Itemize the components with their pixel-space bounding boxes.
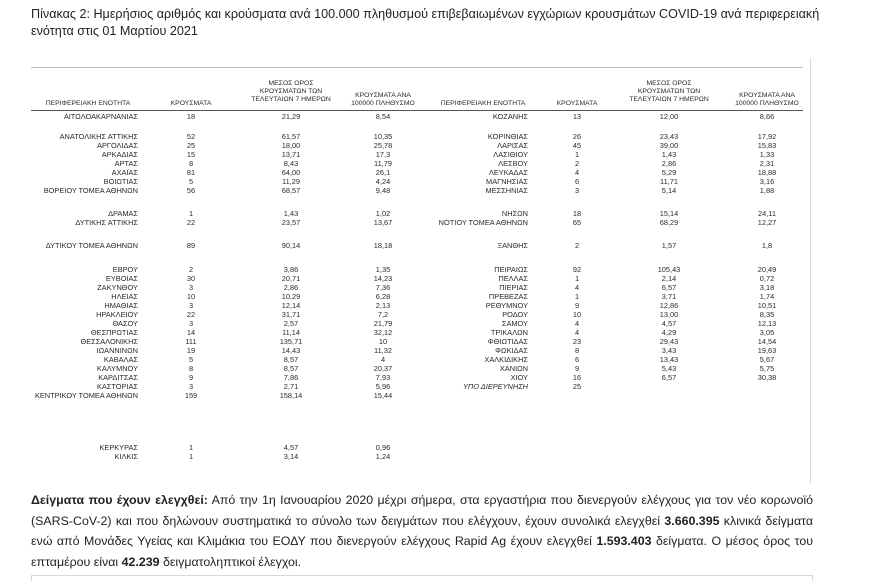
region-name-cell: ΔΡΑΜΑΣ bbox=[108, 209, 138, 218]
cases-cell: 4 bbox=[574, 328, 580, 337]
region-name-cell: ΘΑΣΟΥ bbox=[112, 319, 138, 328]
region-name-cell: ΚΑΣΤΟΡΙΑΣ bbox=[96, 382, 138, 391]
cases-cell: 2 bbox=[574, 159, 580, 168]
region-name-cell: ΚΟΡΙΝΘΙΑΣ bbox=[487, 132, 528, 141]
cases-cell: 9 bbox=[574, 301, 580, 310]
per100k-cell: 3,05 bbox=[759, 328, 775, 337]
region-name-cell: ΘΕΣΣΑΛΟΝΙΚΗΣ bbox=[80, 337, 138, 346]
cases-cell: 111 bbox=[185, 337, 197, 346]
avg7-cell: 13,43 bbox=[659, 355, 679, 364]
region-name-cell: ΚΕΝΤΡΙΚΟΥ ΤΟΜΕΑ ΑΘΗΝΩΝ bbox=[34, 391, 138, 400]
region-name-cell: ΤΡΙΚΑΛΩΝ bbox=[490, 328, 528, 337]
cases-cell: 92 bbox=[572, 265, 582, 274]
avg7-cell: 5,14 bbox=[661, 186, 677, 195]
table-row bbox=[0, 187, 888, 195]
header-per100k-left: ΚΡΟΥΣΜΑΤΑ ΑΝΑ 100000 ΠΛΗΘΥΣΜΟ bbox=[351, 92, 415, 107]
header-avg7-right: ΜΕΣΟΣ ΟΡΟΣ ΚΡΟΥΣΜΑΤΩΝ ΤΩΝ ΤΕΛΕΥΤΑΙΩΝ 7 ΗΜΕΡΩΝ bbox=[629, 80, 709, 103]
region-name-cell: ΑΡΤΑΣ bbox=[114, 159, 138, 168]
region-name-cell: ΘΕΣΠΡΩΤΙΑΣ bbox=[90, 328, 138, 337]
samples-rapid-count: 1.593.403 bbox=[596, 534, 652, 548]
header-avg7-left: ΜΕΣΟΣ ΟΡΟΣ ΚΡΟΥΣΜΑΤΩΝ ΤΩΝ ΤΕΛΕΥΤΑΙΩΝ 7 ΗΜΕΡΩΝ bbox=[251, 80, 331, 103]
region-name-cell: ΛΑΡΙΣΑΣ bbox=[497, 141, 528, 150]
per100k-cell: 13,67 bbox=[373, 218, 393, 227]
per100k-cell: 1,74 bbox=[759, 292, 775, 301]
region-name-cell: ΚΑΡΔΙΤΣΑΣ bbox=[98, 373, 138, 382]
per100k-cell: 30,38 bbox=[757, 373, 777, 382]
table-row bbox=[0, 284, 888, 292]
region-name-cell: ΕΒΡΟΥ bbox=[112, 265, 138, 274]
table-row bbox=[0, 311, 888, 319]
region-name-cell: ΚΕΡΚΥΡΑΣ bbox=[99, 443, 138, 452]
avg7-cell: 4,29 bbox=[661, 328, 677, 337]
per100k-cell: 17,92 bbox=[757, 132, 777, 141]
table-row bbox=[0, 113, 888, 121]
per100k-cell: 19,63 bbox=[757, 346, 777, 355]
per100k-cell: 14,54 bbox=[757, 337, 777, 346]
per100k-cell: 14,23 bbox=[373, 274, 393, 283]
table-caption: Πίνακας 2: Ημερήσιος αριθμός και κρούσματα ανά 100.000 πληθυσμού επιβεβαιωμένων εγχώριων κρουσμάτων COVID-19 ανά περιφερειακή ενότητα στις 01 Μαρτίου 2021 bbox=[31, 7, 820, 38]
per100k-cell: 4,24 bbox=[375, 177, 391, 186]
avg7-cell: 6,57 bbox=[661, 373, 677, 382]
table-row bbox=[0, 210, 888, 218]
region-name-cell: ΑΡΓΟΛΙΔΑΣ bbox=[97, 141, 138, 150]
table-row bbox=[0, 356, 888, 364]
avg7-cell: 68,29 bbox=[659, 218, 679, 227]
table-row bbox=[0, 142, 888, 150]
table-row bbox=[0, 169, 888, 177]
avg7-cell: 2,57 bbox=[283, 319, 299, 328]
samples-note-text-1: Από την 1η Ιανουαρίου 2020 μέχρι σήμερα, στα εργαστήρια που διενεργούν ελέγχους για τον νέο κορωνοϊό (SARS-CoV-2) και που δηλώνουν συστηματικά το σύνολο των δειγμάτων που ελέγχουν, έχουν συνολικά ελεγχθεί bbox=[31, 493, 814, 528]
cases-cell: 3 bbox=[574, 186, 580, 195]
cases-cell: 25 bbox=[186, 141, 196, 150]
per100k-cell: 3,18 bbox=[759, 283, 775, 292]
cases-cell: 15 bbox=[186, 150, 196, 159]
region-name-cell: ΔΥΤΙΚΗΣ ΑΤΤΙΚΗΣ bbox=[75, 218, 138, 227]
cases-cell: 52 bbox=[186, 132, 196, 141]
avg7-cell: 23,43 bbox=[659, 132, 679, 141]
region-name-cell: ΗΡΑΚΛΕΙΟΥ bbox=[96, 310, 138, 319]
cases-cell: 89 bbox=[186, 241, 196, 250]
region-name-cell: ΑΡΚΑΔΙΑΣ bbox=[101, 150, 138, 159]
per100k-cell: 1,33 bbox=[759, 150, 775, 159]
region-name-cell: ΞΑΝΘΗΣ bbox=[497, 241, 528, 250]
per100k-cell: 1,24 bbox=[375, 452, 391, 461]
cases-cell: 22 bbox=[186, 310, 196, 319]
cases-cell: 5 bbox=[188, 355, 194, 364]
avg7-cell: 3,71 bbox=[661, 292, 677, 301]
per100k-cell: 7,2 bbox=[377, 310, 389, 319]
cases-cell: 6 bbox=[574, 177, 580, 186]
per100k-cell: 8,35 bbox=[759, 310, 775, 319]
avg7-cell: 1,43 bbox=[283, 209, 299, 218]
region-name-cell: ΑΝΑΤΟΛΙΚΗΣ ΑΤΤΙΚΗΣ bbox=[59, 132, 138, 141]
region-name-cell: ΠΡΕΒΕΖΑΣ bbox=[488, 292, 528, 301]
table-row bbox=[0, 275, 888, 283]
table-row bbox=[0, 242, 888, 250]
avg7-cell: 11,29 bbox=[282, 177, 300, 186]
region-name-cell: ΠΕΙΡΑΙΩΣ bbox=[494, 265, 528, 274]
avg7-cell: 12,14 bbox=[281, 301, 301, 310]
cases-cell: 3 bbox=[188, 301, 194, 310]
samples-clinical-count: 3.660.395 bbox=[664, 513, 720, 528]
cases-cell: 3 bbox=[188, 382, 194, 391]
cases-cell: 1 bbox=[188, 452, 194, 461]
cases-cell: 1 bbox=[574, 274, 580, 283]
cases-cell: 81 bbox=[186, 168, 196, 177]
table-row bbox=[0, 320, 888, 328]
region-name-cell: ΒΟΙΩΤΙΑΣ bbox=[103, 177, 138, 186]
per100k-cell: 21,79 bbox=[373, 319, 393, 328]
header-cases-left: ΚΡΟΥΣΜΑΤΑ bbox=[170, 100, 212, 107]
region-name-cell: ΕΥΒΟΙΑΣ bbox=[105, 274, 138, 283]
region-name-cell: ΑΙΤΩΛΟΑΚΑΡΝΑΝΙΑΣ bbox=[63, 112, 138, 121]
per100k-cell: 15,83 bbox=[757, 141, 777, 150]
region-name-cell: ΗΛΕΙΑΣ bbox=[111, 292, 138, 301]
region-name-cell: ΒΟΡΕΙΟΥ ΤΟΜΕΑ ΑΘΗΝΩΝ bbox=[43, 186, 138, 195]
region-name-cell: ΚΑΛΥΜΝΟΥ bbox=[96, 364, 138, 373]
region-name-cell: ΛΑΣΙΘΙΟΥ bbox=[493, 150, 528, 159]
avg7-cell: 105,43 bbox=[657, 265, 681, 274]
avg7-cell: 39,00 bbox=[659, 141, 679, 150]
samples-note bbox=[31, 490, 813, 572]
samples-note-text-4: δειγματοληπτικοί έλεγχοι. bbox=[159, 554, 302, 569]
avg7-cell: 3,14 bbox=[283, 452, 299, 461]
avg7-cell: 61,57 bbox=[281, 132, 301, 141]
cases-cell: 4 bbox=[574, 168, 580, 177]
per100k-cell: 5,96 bbox=[375, 382, 391, 391]
avg7-cell: 3,43 bbox=[661, 346, 677, 355]
region-name-cell: ΧΑΝΙΩΝ bbox=[499, 364, 528, 373]
region-name-cell: ΙΩΑΝΝΙΝΩΝ bbox=[96, 346, 138, 355]
region-name-cell: ΝΗΣΩΝ bbox=[501, 209, 528, 218]
cases-cell: 5 bbox=[188, 177, 194, 186]
per100k-cell: 7,93 bbox=[375, 373, 391, 382]
region-name-cell: ΚΑΒΑΛΑΣ bbox=[103, 355, 138, 364]
samples-note-text-3: δείγματα. Ο μέσος όρος του επταμέρου είναι bbox=[31, 534, 813, 569]
region-name-cell: ΡΕΘΥΜΝΟΥ bbox=[485, 301, 528, 310]
cases-cell: 1 bbox=[188, 443, 194, 452]
avg7-cell: 64,00 bbox=[281, 168, 301, 177]
per100k-cell: 24,11 bbox=[758, 209, 776, 218]
region-name-cell: ΠΕΛΛΑΣ bbox=[498, 274, 528, 283]
avg7-cell: 2,14 bbox=[661, 274, 677, 283]
avg7-cell: 23,57 bbox=[281, 218, 301, 227]
per100k-cell: 2,31 bbox=[759, 159, 775, 168]
cases-cell: 3 bbox=[188, 283, 194, 292]
header-region-right: ΠΕΡΙΦΕΡΕΙΑΚΗ ΕΝΟΤΗΤΑ bbox=[440, 100, 526, 107]
per100k-cell: 11,32 bbox=[374, 346, 392, 355]
table-row bbox=[0, 160, 888, 168]
region-name-cell: ΗΜΑΘΙΑΣ bbox=[104, 301, 138, 310]
table-row bbox=[0, 293, 888, 301]
region-name-cell: ΛΕΣΒΟΥ bbox=[498, 159, 528, 168]
cases-cell: 45 bbox=[572, 141, 582, 150]
cases-cell: 9 bbox=[574, 364, 580, 373]
samples-note-text-2: κλινικά δείγματα ενώ από Μονάδες Υγείας και Κλιμάκια του ΕΟΔΥ που διενεργούν ελέγχους Rapid Ag έχουν ελεγχθεί bbox=[31, 513, 813, 548]
cases-cell: 65 bbox=[572, 218, 582, 227]
avg7-cell: 31,71 bbox=[281, 310, 301, 319]
table-row bbox=[0, 347, 888, 355]
per100k-cell: 12,13 bbox=[757, 319, 777, 328]
region-name-cell: ΧΑΛΚΙΔΙΚΗΣ bbox=[484, 355, 528, 364]
avg7-cell: 4,57 bbox=[661, 319, 677, 328]
avg7-cell: 8,57 bbox=[283, 355, 299, 364]
avg7-cell: 1,43 bbox=[661, 150, 677, 159]
avg7-cell: 8,43 bbox=[283, 159, 299, 168]
region-name-cell: ΦΘΙΩΤΙΔΑΣ bbox=[487, 337, 528, 346]
region-name-cell: ΡΟΔΟΥ bbox=[502, 310, 528, 319]
avg7-cell: 8,57 bbox=[283, 364, 299, 373]
cases-cell: 159 bbox=[184, 391, 198, 400]
region-name-cell: ΝΟΤΙΟΥ ΤΟΜΕΑ ΑΘΗΝΩΝ bbox=[438, 218, 528, 227]
avg7-cell: 135,71 bbox=[279, 337, 303, 346]
region-name-cell: ΔΥΤΙΚΟΥ ΤΟΜΕΑ ΑΘΗΝΩΝ bbox=[45, 241, 138, 250]
per100k-cell: 5,75 bbox=[759, 364, 775, 373]
table-row bbox=[0, 374, 888, 382]
table-row bbox=[0, 383, 888, 391]
region-name-cell: ΧΙΟΥ bbox=[510, 373, 528, 382]
per100k-cell: 10 bbox=[378, 337, 388, 346]
next-section-frame bbox=[31, 575, 813, 581]
header-rule bbox=[31, 110, 803, 111]
header-region-left: ΠΕΡΙΦΕΡΕΙΑΚΗ ΕΝΟΤΗΤΑ bbox=[45, 100, 131, 107]
cases-cell: 1 bbox=[574, 150, 580, 159]
per100k-cell: 5,67 bbox=[759, 355, 775, 364]
per100k-cell: 17,3 bbox=[375, 150, 391, 159]
table-row bbox=[0, 302, 888, 310]
region-name-cell: ΠΙΕΡΙΑΣ bbox=[499, 283, 528, 292]
cases-cell: 25 bbox=[572, 382, 582, 391]
avg7-cell: 18,00 bbox=[281, 141, 301, 150]
per100k-cell: 4 bbox=[380, 355, 386, 364]
avg7-cell: 1,57 bbox=[661, 241, 677, 250]
table-row bbox=[0, 266, 888, 274]
region-name-cell: ΚΟΖΑΝΗΣ bbox=[492, 112, 528, 121]
cases-cell: 4 bbox=[574, 319, 580, 328]
avg7-cell: 12,00 bbox=[659, 112, 679, 121]
avg7-cell: 90,14 bbox=[281, 241, 301, 250]
table-row bbox=[0, 219, 888, 227]
cases-cell: 4 bbox=[574, 283, 580, 292]
cases-cell: 3 bbox=[188, 319, 194, 328]
cases-cell: 18 bbox=[572, 209, 582, 218]
cases-cell: 23 bbox=[572, 337, 582, 346]
region-name-cell: ΥΠΟ ΔΙΕΡΕΥΝΗΣΗ bbox=[463, 382, 528, 391]
per100k-cell: 10,35 bbox=[373, 132, 393, 141]
cases-cell: 10 bbox=[572, 310, 582, 319]
cases-cell: 22 bbox=[186, 218, 196, 227]
cases-cell: 19 bbox=[186, 346, 196, 355]
per100k-cell: 1,02 bbox=[375, 209, 391, 218]
per100k-cell: 1,8 bbox=[761, 241, 773, 250]
samples-average-count: 42.239 bbox=[121, 554, 160, 569]
region-name-cell: ΑΧΑΪΑΣ bbox=[111, 168, 138, 177]
per100k-cell: 1,88 bbox=[759, 186, 775, 195]
table-row bbox=[0, 338, 888, 346]
avg7-cell: 5,29 bbox=[661, 168, 677, 177]
table-row bbox=[0, 365, 888, 373]
per100k-cell: 10,51 bbox=[757, 301, 777, 310]
per100k-cell: 32,12 bbox=[373, 328, 393, 337]
region-name-cell: ΛΕΥΚΑΔΑΣ bbox=[488, 168, 528, 177]
avg7-cell: 3,86 bbox=[283, 265, 299, 274]
table-row bbox=[0, 133, 888, 141]
table-top-rule bbox=[31, 67, 803, 68]
avg7-cell: 12,86 bbox=[659, 301, 679, 310]
avg7-cell: 15,14 bbox=[659, 209, 679, 218]
region-name-cell: ΚΙΛΚΙΣ bbox=[114, 452, 138, 461]
per100k-cell: 15,44 bbox=[373, 391, 393, 400]
per100k-cell: 25,78 bbox=[373, 141, 393, 150]
cases-cell: 18 bbox=[186, 112, 196, 121]
avg7-cell: 158,14 bbox=[279, 391, 303, 400]
cases-cell: 1 bbox=[188, 209, 194, 218]
table-row bbox=[0, 444, 888, 452]
header-per100k-right: ΚΡΟΥΣΜΑΤΑ ΑΝΑ 100000 ΠΛΗΘΥΣΜΟ bbox=[735, 92, 799, 107]
avg7-cell: 10,29 bbox=[281, 292, 301, 301]
cases-cell: 30 bbox=[186, 274, 196, 283]
cases-cell: 26 bbox=[572, 132, 582, 141]
cases-cell: 8 bbox=[574, 346, 580, 355]
cases-cell: 2 bbox=[574, 241, 580, 250]
cases-cell: 8 bbox=[188, 364, 194, 373]
per100k-cell: 18,18 bbox=[373, 241, 393, 250]
samples-note-label: Δείγματα που έχουν ελεγχθεί: bbox=[31, 493, 208, 507]
table-row bbox=[0, 392, 888, 400]
per100k-cell: 0,96 bbox=[375, 443, 391, 452]
avg7-cell: 2,86 bbox=[283, 283, 299, 292]
region-name-cell: ΖΑΚΥΝΘΟΥ bbox=[97, 283, 138, 292]
avg7-cell: 11,14 bbox=[282, 328, 300, 337]
table-row bbox=[0, 329, 888, 337]
per100k-cell: 0,72 bbox=[759, 274, 775, 283]
header-cases-right: ΚΡΟΥΣΜΑΤΑ bbox=[556, 100, 598, 107]
avg7-cell: 13,00 bbox=[659, 310, 679, 319]
avg7-cell: 6,57 bbox=[661, 283, 677, 292]
avg7-cell: 7,86 bbox=[283, 373, 299, 382]
cases-cell: 14 bbox=[186, 328, 196, 337]
cases-cell: 16 bbox=[572, 373, 582, 382]
region-name-cell: ΜΑΓΝΗΣΙΑΣ bbox=[486, 177, 528, 186]
avg7-cell: 29,43 bbox=[659, 337, 679, 346]
cases-cell: 6 bbox=[574, 355, 580, 364]
region-name-cell: ΣΑΜΟΥ bbox=[501, 319, 528, 328]
table-row bbox=[0, 151, 888, 159]
per100k-cell: 18,88 bbox=[757, 168, 777, 177]
per100k-cell: 26,1 bbox=[375, 168, 391, 177]
avg7-cell: 11,71 bbox=[660, 177, 678, 186]
per100k-cell: 20,37 bbox=[373, 364, 393, 373]
per100k-cell: 8,66 bbox=[759, 112, 775, 121]
avg7-cell: 5,43 bbox=[661, 364, 677, 373]
per100k-cell: 6,28 bbox=[375, 292, 391, 301]
cases-cell: 9 bbox=[188, 373, 194, 382]
cases-cell: 56 bbox=[186, 186, 196, 195]
per100k-cell: 20,49 bbox=[757, 265, 777, 274]
per100k-cell: 9,48 bbox=[375, 186, 391, 195]
table-row bbox=[0, 178, 888, 186]
cases-cell: 2 bbox=[188, 265, 194, 274]
cases-cell: 13 bbox=[572, 112, 582, 121]
avg7-cell: 20,71 bbox=[281, 274, 301, 283]
per100k-cell: 11,79 bbox=[374, 159, 392, 168]
table-row bbox=[0, 453, 888, 461]
avg7-cell: 21,29 bbox=[281, 112, 301, 121]
per100k-cell: 2,13 bbox=[375, 301, 391, 310]
per100k-cell: 1,35 bbox=[375, 265, 391, 274]
avg7-cell: 4,57 bbox=[283, 443, 299, 452]
avg7-cell: 2,86 bbox=[661, 159, 677, 168]
avg7-cell: 68,57 bbox=[281, 186, 301, 195]
cases-cell: 10 bbox=[186, 292, 196, 301]
avg7-cell: 13,71 bbox=[281, 150, 301, 159]
per100k-cell: 3,16 bbox=[759, 177, 775, 186]
avg7-cell: 2,71 bbox=[283, 382, 299, 391]
cases-cell: 8 bbox=[188, 159, 194, 168]
cases-cell: 1 bbox=[574, 292, 580, 301]
per100k-cell: 7,36 bbox=[375, 283, 391, 292]
avg7-cell: 14,43 bbox=[281, 346, 301, 355]
per100k-cell: 12,27 bbox=[757, 218, 777, 227]
region-name-cell: ΦΩΚΙΔΑΣ bbox=[495, 346, 528, 355]
per100k-cell: 8,54 bbox=[375, 112, 391, 121]
region-name-cell: ΜΕΣΣΗΝΙΑΣ bbox=[485, 186, 528, 195]
